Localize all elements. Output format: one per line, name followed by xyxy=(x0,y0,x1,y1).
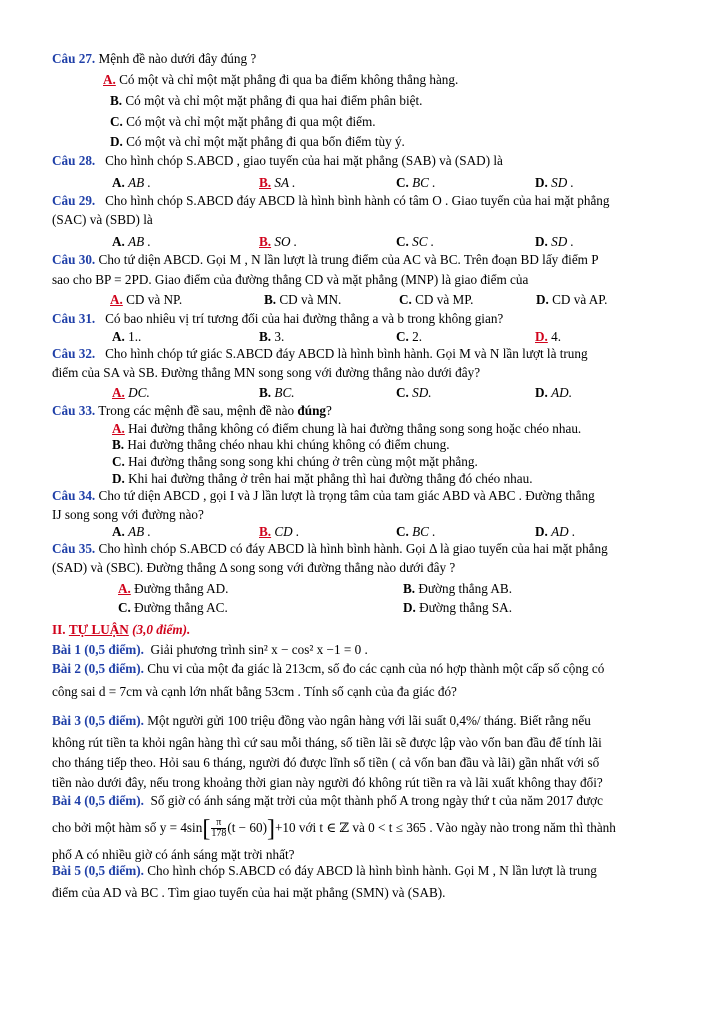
option-d: D. Khi hai đường thẳng ở trên hai mặt phẳng thì hai đường thẳng đó chéo nhau. xyxy=(112,471,533,486)
option-a: A. Đường thẳng AD. xyxy=(118,581,229,596)
question-34: Câu 34. Cho tứ diện ABCD , gọi I và J lần lượt là trọng tâm của tam giác ABD và ABC . Đường thẳng xyxy=(52,488,595,503)
exercise-4: Bài 4 (0,5 điểm). Số giờ có ánh sáng mặt trời của một thành phố A trong ngày thứ t của năm 2017 được xyxy=(52,793,603,808)
question-30: Câu 30. Cho tứ diện ABCD. Gọi M , N lần lượt là trung điểm của AC và BC. Trên đoạn BD lấy điểm P xyxy=(52,252,599,267)
exercise-text-cont: công sai d = 7cm và cạnh lớn nhất bằng 53cm . Tính số cạnh của đa giác đó? xyxy=(52,684,457,699)
question-32: Câu 32. Cho hình chóp tứ giác S.ABCD đáy ABCD là hình bình hành. Gọi M và N lần lượt là trung xyxy=(52,346,588,361)
option-c: C. CD và MP. xyxy=(399,292,474,307)
option-d: D. Có một và chỉ một mặt phẳng đi qua bốn điểm tùy ý. xyxy=(110,134,405,149)
option-a: A. CD và NP. xyxy=(110,292,183,307)
question-text-cont: sao cho BP = 2PD. Giao điểm của đường thẳng CD và mặt phẳng (MNP) là giao điểm của xyxy=(52,272,529,287)
option-a: A. Hai đường thẳng không có điểm chung là hai đường thẳng song song hoặc chéo nhau. xyxy=(112,421,582,436)
option-b: B. Có một và chỉ một mặt phẳng đi qua hai điểm phân biệt. xyxy=(110,93,423,108)
option-d: D. 4. xyxy=(535,329,562,344)
option-d: D. AD . xyxy=(535,524,576,539)
option-d: D. SD . xyxy=(535,175,574,190)
option-c: C. Hai đường thẳng song song khi chúng ở trên cùng một mặt phẳng. xyxy=(112,454,478,469)
option-d: D. SD . xyxy=(535,234,574,249)
question-text-cont: điểm của SA và SB. Đường thẳng MN song song với đường thẳng nào dưới đây? xyxy=(52,365,481,380)
option-b: B. SA . xyxy=(259,175,296,190)
question-text: Mệnh đề nào dưới đây đúng ? xyxy=(98,51,257,66)
question-29: Câu 29. Cho hình chóp S.ABCD đáy ABCD là hình bình hành có tâm O . Giao tuyến của hai mặt phẳng xyxy=(52,193,610,208)
question-text-cont: (SAD) và (SBC). Đường thẳng Δ song song với đường thẳng nào dưới đây ? xyxy=(52,560,456,575)
exercise-text-cont: cho tháng tiếp theo. Hỏi sau 6 tháng, người đó được lĩnh số tiền ( cả vốn ban đầu và lãi) gần nhất với số xyxy=(52,755,600,770)
option-a: A. DC. xyxy=(112,385,150,400)
option-b: B. Hai đường thẳng chéo nhau khi chúng không có điểm chung. xyxy=(112,437,450,452)
option-c: C. BC . xyxy=(396,175,436,190)
question-label: Câu 27. xyxy=(52,51,96,66)
option-a: A. AB . xyxy=(112,234,151,249)
option-c: C. Có một và chỉ một mặt phẳng đi qua một điểm. xyxy=(110,114,376,129)
exercise-2: Bài 2 (0,5 điểm). Chu vi của một đa giác là 213cm, số đo các cạnh của nó hợp thành một cấp số cộng có xyxy=(52,661,605,676)
option-d: D. AD. xyxy=(535,385,573,400)
option-b: B. CD . xyxy=(259,524,300,539)
option-c: C. 2. xyxy=(396,329,423,344)
option-d: D. Đường thẳng SA. xyxy=(403,600,513,615)
option-c: C. Đường thẳng AC. xyxy=(118,600,228,615)
question-text-cont: IJ song song với đường nào? xyxy=(52,507,204,522)
option-b: B. CD và MN. xyxy=(264,292,342,307)
exercise-4-formula: cho bởi một hàm số y = 4sin[ $\frac{\pi}{178}$ (t − 60)]+10 với t ∈ ℤ và 0 < t ≤ 365 . Vào ngày nào trong năm thì thành xyxy=(52,815,616,842)
option-b: B. 3. xyxy=(259,329,285,344)
option-a: A. Có một và chỉ một mặt phẳng đi qua ba điểm không thẳng hàng. xyxy=(103,72,459,87)
exercise-3: Bài 3 (0,5 điểm). Một người gửi 100 triệu đồng vào ngân hàng với lãi suất 0,4%/ tháng. Biết rằng nếu xyxy=(52,713,591,728)
option-a: A. AB . xyxy=(112,175,151,190)
section-heading: II. TỰ LUẬN (3,0 điểm). xyxy=(52,622,191,637)
option-b: B. SO . xyxy=(259,234,298,249)
question-33: Câu 33. Trong các mệnh đề sau, mệnh đề nào đúng? xyxy=(52,403,332,418)
question-31: Câu 31. Có bao nhiêu vị trí tương đối của hai đường thẳng a và b trong không gian? xyxy=(52,311,504,326)
option-b: B. BC. xyxy=(259,385,295,400)
option-d: D. CD và AP. xyxy=(536,292,608,307)
exercise-text-cont: không rút tiền ta khỏi ngân hàng thì cứ sau mỗi tháng, số tiền lãi sẽ được lập vào vốn ban đầu để tính lãi xyxy=(52,735,602,750)
option-b: B. Đường thẳng AB. xyxy=(403,581,513,596)
question-35: Câu 35. Cho hình chóp S.ABCD có đáy ABCD là hình bình hành. Gọi Δ là giao tuyến của hai mặt phẳng xyxy=(52,541,608,556)
exercise-1: Bài 1 (0,5 điểm). Giải phương trình sin² x − cos² x −1 = 0 . xyxy=(52,642,368,657)
exercise-text-cont: điểm của AD và BC . Tìm giao tuyến của hai mặt phẳng (SMN) và (SAB). xyxy=(52,885,446,900)
option-a: A. AB . xyxy=(112,524,151,539)
question-text-cont: (SAC) và (SBD) là xyxy=(52,212,153,227)
option-a: A. 1.. xyxy=(112,329,142,344)
exercise-text-cont: tiền nào dưới đây, nếu trong khoảng thời gian này người đó không rút tiền ra và lãi xuất không thay đổi? xyxy=(52,775,603,790)
exercise-text-cont: phố A có nhiều giờ có ánh sáng mặt trời nhất? xyxy=(52,847,295,862)
question-28: Câu 28. Cho hình chóp S.ABCD , giao tuyến của hai mặt phẳng (SAB) và (SAD) là xyxy=(52,153,503,168)
option-c: C. BC . xyxy=(396,524,436,539)
question-27 xyxy=(52,50,256,67)
exercise-5: Bài 5 (0,5 điểm). Cho hình chóp S.ABCD có đáy ABCD là hình bình hành. Gọi M , N lần lượt là trung xyxy=(52,863,597,878)
option-c: C. SC . xyxy=(396,234,435,249)
option-c: C. SD. xyxy=(396,385,432,400)
